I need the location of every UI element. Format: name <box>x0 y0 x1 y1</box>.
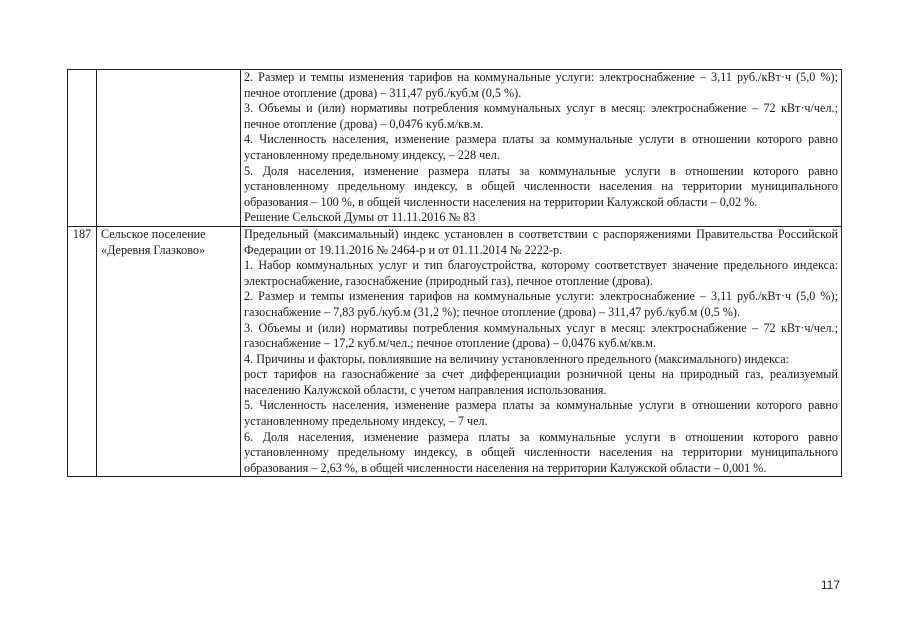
paragraph: 2. Размер и темпы изменения тарифов на коммунальные услуги: электроснабжение – 3,11 руб./кВт·ч (5,0 %); печное отопление (дрова) – 311,47 руб./куб.м (0,5 %). <box>244 70 838 100</box>
decision-reference: Решение Сельской Думы от 11.11.2016 № 83 <box>244 210 476 225</box>
page-number: 117 <box>820 578 840 592</box>
row-number-cell: 187 <box>68 226 97 477</box>
paragraph: 1. Набор коммунальных услуг и тип благоустройства, которому соответствует значение предельного индекса: электроснабжение, газоснабжение (природный газ), печное отопление (дрова). <box>244 258 838 288</box>
paragraph: 4. Численность населения, изменение размера платы за коммунальные услуги в отношении которого равно установленному предельному индексу, – 228 чел. <box>244 132 838 162</box>
municipality-name-cell <box>97 70 241 227</box>
paragraph: 2. Размер и темпы изменения тарифов на коммунальные услуги: электроснабжение – 3,11 руб./кВт·ч (5,0 %); газоснабжение – 7,83 руб./куб.м (31,2 %); печное отопление (дрова) – 311,47 руб./куб.м (0,5 %). <box>244 289 838 319</box>
paragraph: 6. Доля населения, изменение размера платы за коммунальные услуги в отношении которого равно установленному предельному индексу, в общей численности населения на территории муниципального образования – 2,63 %, в общей численности населения на территории Калужской области – 0,001 %. <box>244 429 838 475</box>
description-cell <box>241 70 842 227</box>
paragraph: 3. Объемы и (или) нормативы потребления коммунальных услуг в месяц: электроснабжение – 72 кВт·ч/чел.; печное отопление (дрова) – 0,0476 куб.м/кв.м. <box>244 101 838 131</box>
paragraph: 5. Доля населения, изменение размера платы за коммунальные услуги в отношении которого равно установленному предельному индексу, в общей численности населения на территории муниципального образования – 100 %, в общей численности населения на территории Калужской области – 0,02 %. <box>244 163 838 209</box>
description-cell <box>241 226 842 477</box>
paragraph: 4. Причины и факторы, повлиявшие на величину установленного предельного (максимального) индекса: <box>244 351 790 366</box>
table-row <box>68 70 842 227</box>
paragraph: 5. Численность населения, изменение размера платы за коммунальные услуги в отношении которого равно установленному предельному индексу, – 7 чел. <box>244 398 838 429</box>
table-row <box>68 226 842 477</box>
municipality-name-cell: Сельское поселение «Деревня Глазково» <box>97 226 241 477</box>
document-table <box>67 69 842 477</box>
row-number-cell <box>68 70 97 227</box>
paragraph: рост тарифов на газоснабжение за счет дифференциации розничной цены на природный газ, реализуемый населению Калужской области, с учетом направления использования. <box>244 367 838 397</box>
paragraph: 3. Объемы и (или) нормативы потребления коммунальных услуг в месяц: электроснабжение – 72 кВт·ч/чел.; газоснабжение – 17,2 куб.м/чел.; печное отопление (дрова) – 0,0476 куб.м/кв.м. <box>244 320 838 351</box>
paragraph: Предельный (максимальный) индекс установлен в соответствии с распоряжениями Правительства Российской Федерации от 19.11.2016 № 2464-р и от 01.11.2014 № 2222-р. <box>244 226 838 257</box>
